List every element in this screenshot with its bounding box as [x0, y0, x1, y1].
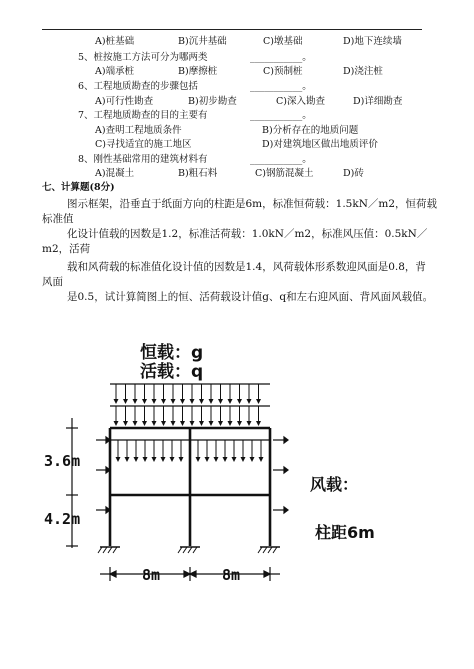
q6-option-c: C)深入勘查 [276, 96, 325, 107]
column-spacing-label: 柱距6m [315, 523, 375, 542]
q6-stem: 6、工程地质勘查的步骤包括 [78, 81, 199, 92]
q5-stem: 5、桩按施工方法可分为哪两类 [78, 52, 208, 63]
q4-option-a: A)桩基础 [95, 36, 135, 47]
q4-option-c: C)墩基础 [263, 36, 303, 47]
wind-arrows-right [273, 437, 288, 513]
floor-load-arrow-right-head [196, 457, 201, 462]
live-load-arrow-head [190, 421, 195, 426]
q7-option-c: C)寻找适宜的施工地区 [95, 139, 192, 150]
live-load-arrow-head [209, 421, 214, 426]
live-load-arrow-head [228, 421, 233, 426]
floor-load-arrow-left-head [152, 457, 157, 462]
q6-option-d: D)详细勘查 [353, 96, 403, 107]
q7-option-b: B)分析存在的地质问题 [262, 125, 359, 136]
problem-line-7: 是0.5，试计算简图上的恒、活荷载设计值g、q和左右迎风面、背风面风载值。 [67, 291, 434, 303]
problem-line-6: 风面 [42, 276, 63, 288]
live-load-arrow-head [199, 421, 204, 426]
roof-lower-arrows [114, 406, 262, 426]
floor-load-arrow-left-head [170, 457, 175, 462]
section-heading: 七、计算题(8分) [42, 182, 115, 193]
q7-blank: ___________。 [250, 110, 312, 121]
floor-load-arrow-right-head [241, 457, 246, 462]
live-load-arrow-head [237, 421, 242, 426]
wind-load-label: 风载： [310, 475, 359, 494]
floor-load-arrow-right-head [259, 457, 264, 462]
q8-option-c: C)钢筋混凝土 [255, 168, 314, 179]
q5-blank: ___________。 [250, 52, 312, 63]
live-load-arrow-head [152, 421, 157, 426]
floor-load-arrow-right-head [250, 457, 255, 462]
floor-load-arrow-right-head [223, 457, 228, 462]
floor-load-arrow-left-head [161, 457, 166, 462]
live-load-arrow-head [133, 421, 138, 426]
live-load-arrow-head [256, 421, 261, 426]
dead-load-arrow-head [218, 399, 223, 404]
floor-load-arrow-right-head [205, 457, 210, 462]
q7-option-a: A)查明工程地质条件 [95, 125, 182, 136]
dead-load-arrow-head [256, 399, 261, 404]
roof-load-arrows [110, 384, 270, 406]
q8-option-d: D)砖 [343, 168, 364, 179]
live-load-arrow-head [218, 421, 223, 426]
live-load-arrow-head [114, 421, 119, 426]
problem-line-1: 图示框架，沿垂直于纸面方向的柱距是6m，标准恒荷载：1.5kN／m2，恒荷载 [67, 198, 438, 210]
q5-option-d: D)浇注桩 [343, 66, 383, 77]
fixed-supports [98, 547, 280, 553]
q5-option-b: B)摩擦桩 [178, 66, 218, 77]
floor-load-arrow-left-head [125, 457, 130, 462]
q7-stem: 7、工程地质勘查的目的主要有 [78, 110, 208, 121]
q5-option-c: C)预制桩 [263, 66, 303, 77]
dead-load-arrow-head [133, 399, 138, 404]
floor-load-arrow-right-head [232, 457, 237, 462]
frame-members [110, 428, 270, 546]
span-right-label: 8m [222, 566, 241, 584]
dead-load-arrow-head [228, 399, 233, 404]
dead-load-arrow-head [114, 399, 119, 404]
q7-option-d: D)对建筑地区做出地质评价 [262, 139, 378, 150]
problem-line-3: 化设计值载的因数是1.2，标准活荷载：1.0kN／m2，标准风压值：0.5kN／ [67, 228, 428, 240]
live-load-arrow-head [247, 421, 252, 426]
q6-option-a: A)可行性勘查 [95, 96, 154, 107]
q4-option-d: D)地下连续墙 [343, 36, 402, 47]
span-left-label: 8m [142, 566, 161, 584]
q6-blank: ___________。 [250, 81, 312, 92]
floor-load-arrow-left-head [134, 457, 139, 462]
span-dimension [100, 567, 280, 581]
dead-load-label: 恒载：g [140, 343, 204, 363]
live-load-arrow-head [171, 421, 176, 426]
live-load-arrow-head [180, 421, 185, 426]
dead-load-arrow-head [209, 399, 214, 404]
dead-load-arrow-head [199, 399, 204, 404]
live-load-arrow-head [161, 421, 166, 426]
problem-line-5: 载和风荷载的标准值化设计值的因数是1.4，风荷载体形系数迎风面是0.8，背 [67, 261, 426, 273]
height-top-label: 3.6m [44, 452, 81, 470]
q8-blank: ___________。 [250, 154, 312, 165]
problem-line-2: 标准值 [42, 213, 74, 225]
height-dimension [66, 418, 78, 548]
dead-load-arrow-head [152, 399, 157, 404]
dead-load-arrow-head [161, 399, 166, 404]
live-load-arrow-head [123, 421, 128, 426]
wind-arrows-left [96, 437, 110, 513]
dead-load-arrow-head [171, 399, 176, 404]
height-bottom-label: 4.2m [44, 510, 81, 528]
floor-load-arrow-left-head [179, 457, 184, 462]
dead-load-arrow-head [123, 399, 128, 404]
dead-load-arrow-head [247, 399, 252, 404]
q8-option-b: B)粗石料 [178, 168, 218, 179]
dead-load-arrow-head [190, 399, 195, 404]
floor-load-arrow-left-head [143, 457, 148, 462]
q5-option-a: A)端承桩 [95, 66, 135, 77]
q8-option-a: A)混凝土 [95, 168, 135, 179]
problem-line-4: m2，活荷 [42, 243, 91, 255]
q6-option-b: B)初步勘查 [188, 96, 237, 107]
dead-load-arrow-head [142, 399, 147, 404]
q4-option-b: B)沉井基础 [178, 36, 227, 47]
q8-stem: 8、刚性基础常用的建筑材料有 [78, 154, 208, 165]
floor-load-arrow-right-head [214, 457, 219, 462]
live-load-arrow-head [142, 421, 147, 426]
roof-upper-arrows [114, 384, 262, 404]
dead-load-arrow-head [180, 399, 185, 404]
floor-load-arrow-left-head [116, 457, 121, 462]
live-load-label: 活载：q [140, 362, 204, 382]
dead-load-arrow-head [237, 399, 242, 404]
